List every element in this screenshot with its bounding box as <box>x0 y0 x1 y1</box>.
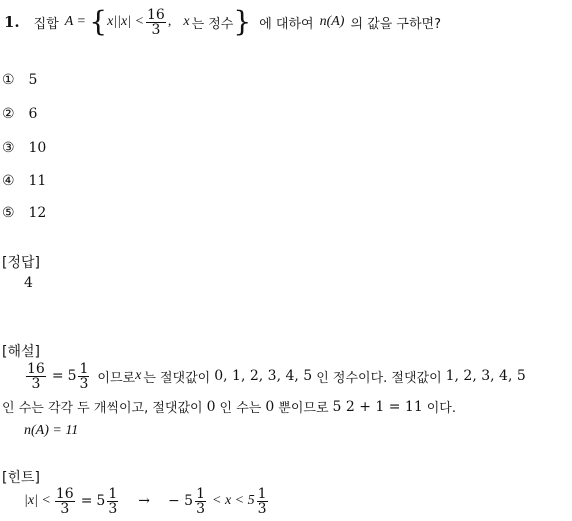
mixed-fraction <box>107 487 118 516</box>
n-expression: n(A) <box>319 14 345 29</box>
mixed-whole: 5 <box>96 493 106 509</box>
choice-value: 6 <box>28 106 38 122</box>
choice-mark: ③ <box>2 140 15 156</box>
choice-mark: ① <box>2 72 15 88</box>
choice-2[interactable] <box>2 106 37 122</box>
explanation-fraction <box>26 362 46 391</box>
left-brace: { <box>89 5 108 38</box>
hint-inequality: < x < 5 <box>212 493 255 508</box>
set-condition-pre: x||x| < <box>107 14 145 29</box>
fraction-denominator: 3 <box>196 500 206 517</box>
fraction-denominator: 3 <box>31 375 41 392</box>
mixed-fraction <box>195 487 206 516</box>
hint-abs-x: |x| < <box>24 493 51 508</box>
answer-value: 4 <box>24 275 33 291</box>
set-name: A <box>64 14 74 29</box>
hint-heading: [힌트] <box>2 470 40 486</box>
explanation-line-1 <box>24 356 526 396</box>
fraction-denominator: 3 <box>108 500 118 517</box>
explanation-result: n(A) = 11 <box>24 423 79 438</box>
question-number: 1. <box>4 13 20 31</box>
choice-mark: ⑤ <box>2 205 15 221</box>
fraction-numerator: 1 <box>196 485 206 502</box>
explanation-zero-2: 0 <box>265 398 275 415</box>
explanation-list-1: 0, 1, 2, 3, 4, 5 <box>214 368 313 384</box>
choice-value: 11 <box>28 173 47 189</box>
hint-mixed-number <box>96 487 120 516</box>
explanation-text-3: 인 정수이다. 절댓값이 <box>316 370 442 386</box>
mixed-whole: − 5 <box>168 493 194 509</box>
explanation-heading: [해설] <box>2 344 40 360</box>
fraction-denominator: 3 <box>79 375 89 392</box>
question-text-before: 집합 <box>33 16 59 32</box>
explanation-line2-text-3: 뿐이므로 <box>278 401 329 416</box>
explanation-var: x <box>135 368 142 383</box>
explanation-line2-text-4: 이다. <box>426 401 456 416</box>
hint-neg-mixed <box>168 487 208 516</box>
question <box>4 6 441 38</box>
hint-fraction <box>55 487 75 516</box>
equals-sign: = <box>80 493 93 509</box>
answer-heading: [정답] <box>2 255 40 271</box>
explanation-line2-text-2: 인 수는 <box>219 401 262 416</box>
set-condition-suffix: 는 정수 <box>191 16 234 32</box>
explanation-line-2 <box>2 397 456 416</box>
fraction-numerator: 16 <box>55 485 74 502</box>
mixed-fraction <box>78 362 89 391</box>
explanation-line2-text-1: 인 수는 각각 두 개씩이고, 절댓값이 <box>2 401 203 416</box>
fraction-numerator: 1 <box>79 360 89 377</box>
fraction-denominator: 3 <box>151 21 161 38</box>
choice-1[interactable] <box>2 72 37 88</box>
question-text-after: 에 대하여 <box>259 16 314 32</box>
right-brace: } <box>233 5 252 38</box>
mixed-whole: 5 <box>67 368 77 384</box>
question-text-end: 의 값을 구하면? <box>350 16 441 32</box>
set-condition-mid: , <box>167 14 172 29</box>
explanation-zero-1: 0 <box>206 398 216 415</box>
fraction-16-3 <box>146 8 166 37</box>
fraction-denominator: 3 <box>60 500 70 517</box>
hint-final-fraction <box>257 487 268 516</box>
hint-expression <box>24 481 270 521</box>
explanation-list-2: 1, 2, 3, 4, 5 <box>445 368 526 384</box>
fraction-numerator: 1 <box>257 485 267 502</box>
choice-3[interactable] <box>2 140 46 156</box>
mixed-number <box>68 362 92 391</box>
arrow-icon: → <box>138 493 150 509</box>
choice-value: 12 <box>28 205 47 221</box>
equals-sign: = <box>51 368 64 384</box>
choice-mark: ② <box>2 106 15 122</box>
fraction-numerator: 1 <box>108 485 118 502</box>
explanation-text-2: 는 절댓값이 <box>143 370 211 386</box>
set-var-x: x <box>183 14 190 29</box>
explanation-text-1: 이므로 <box>97 370 136 386</box>
choice-value: 5 <box>28 72 38 88</box>
choice-mark: ④ <box>2 173 15 189</box>
choice-value: 10 <box>28 140 47 156</box>
choice-5[interactable] <box>2 205 46 221</box>
choice-4[interactable] <box>2 173 46 189</box>
fraction-numerator: 16 <box>27 360 45 377</box>
fraction-denominator: 3 <box>257 500 267 517</box>
equals-sign: = <box>77 14 86 29</box>
fraction-numerator: 16 <box>147 6 165 23</box>
explanation-sum: 5 2 + 1 = 11 <box>332 398 423 415</box>
